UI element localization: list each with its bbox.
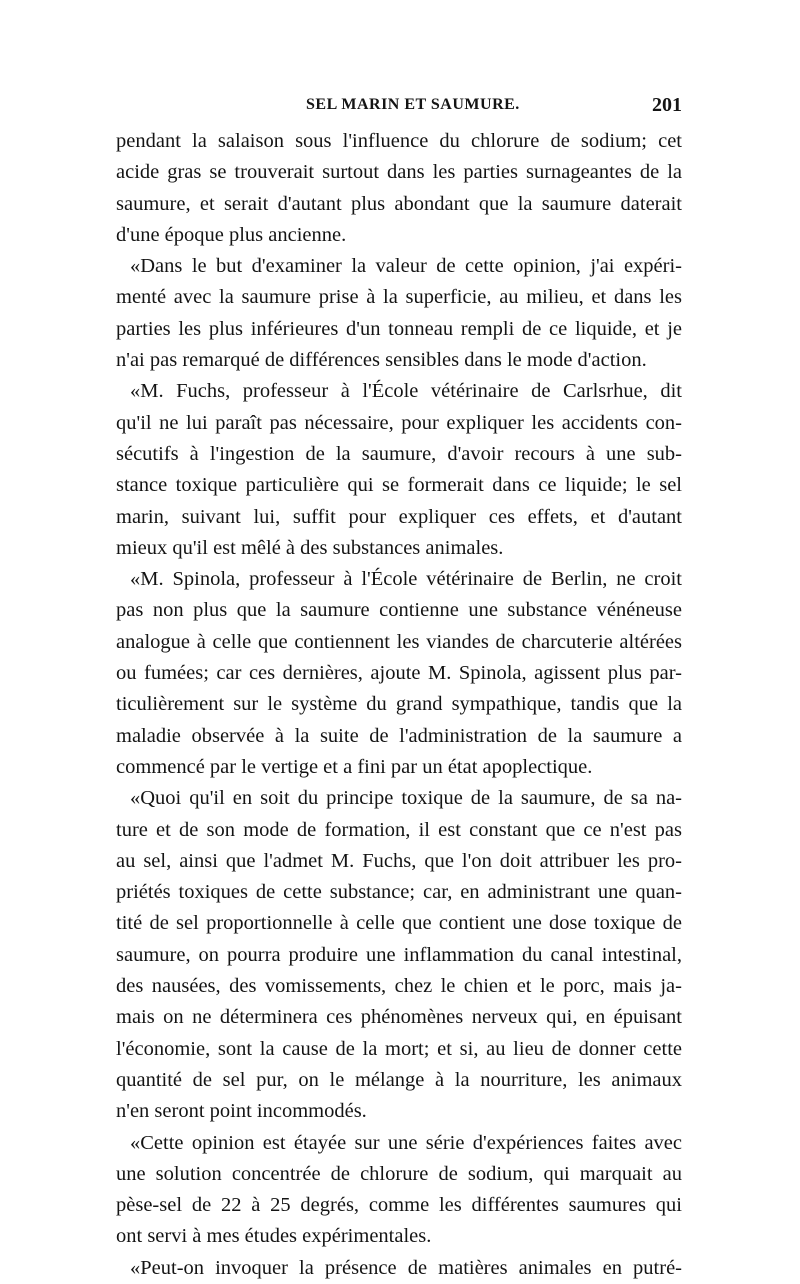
- text-line: analogue à celle que contiennent les viandes de charcuterie altérées: [116, 630, 682, 653]
- text-line: des nausées, des vomissements, chez le chien et le porc, mais ja-: [116, 975, 682, 998]
- text-line: mieux qu'il est mêlé à des substances animales.: [116, 536, 504, 559]
- text-line: ture et de son mode de formation, il est constant que ce n'est pas: [116, 818, 682, 841]
- text-line: qu'il ne lui paraît pas nécessaire, pour expliquer les accidents con-: [116, 411, 682, 434]
- text-line: ticulièrement sur le système du grand sympathique, tandis que la: [116, 693, 682, 716]
- text-line: «Dans le but d'examiner la valeur de cette opinion, j'ai expéri-: [130, 255, 682, 278]
- text-line: acide gras se trouverait surtout dans les parties surnageantes de la: [116, 161, 682, 184]
- text-line: mais on ne déterminera ces phénomènes nerveux qui, en épuisant: [116, 1006, 682, 1029]
- text-line: pèse-sel de 22 à 25 degrés, comme les différentes saumures qui: [116, 1194, 682, 1217]
- text-line: n'ai pas remarqué de différences sensibles dans le mode d'action.: [116, 349, 647, 372]
- running-title: SEL MARIN ET SAUMURE.: [306, 96, 520, 113]
- text-line: saumure, on pourra produire une inflammation du canal intestinal,: [116, 943, 682, 966]
- text-line: l'économie, sont la cause de la mort; et si, au lieu de donner cette: [116, 1037, 682, 1060]
- text-line: quantité de sel pur, on le mélange à la nourriture, les animaux: [116, 1068, 682, 1091]
- text-line: «M. Fuchs, professeur à l'École vétérinaire de Carlsrhue, dit: [130, 380, 682, 403]
- text-line: «Cette opinion est étayée sur une série d'expériences faites avec: [130, 1131, 682, 1154]
- text-line: pas non plus que la saumure contienne une substance vénéneuse: [116, 599, 682, 622]
- text-line: maladie observée à la suite de l'administration de la saumure a: [116, 724, 682, 747]
- text-line: menté avec la saumure prise à la superficie, au milieu, et dans les: [116, 286, 682, 309]
- text-line: ont servi à mes études expérimentales.: [116, 1225, 432, 1248]
- text-line: pendant la salaison sous l'influence du chlorure de sodium; cet: [116, 130, 682, 152]
- text-line: sécutifs à l'ingestion de la saumure, d'avoir recours à une sub-: [116, 442, 682, 465]
- text-line: parties les plus inférieures d'un tonneau rempli de ce liquide, et je: [116, 317, 682, 340]
- text-line: n'en seront point incommodés.: [116, 1100, 367, 1123]
- text-line: saumure, et serait d'autant plus abondant que la saumure daterait: [116, 192, 682, 215]
- page-header: [116, 96, 682, 122]
- text-line: ou fumées; car ces dernières, ajoute M. Spinola, agissent plus par-: [116, 662, 682, 685]
- text-line: commencé par le vertige et a fini par un état apoplectique.: [116, 755, 593, 778]
- text-line: priétés toxiques de cette substance; car, en administrant une quan-: [116, 881, 682, 904]
- text-line: «M. Spinola, professeur à l'École vétérinaire de Berlin, ne croit: [130, 568, 682, 591]
- text-line: «Peut-on invoquer la présence de matières animales en putré-: [130, 1256, 682, 1279]
- text-line: au sel, ainsi que l'admet M. Fuchs, que l'on doit attribuer les pro-: [116, 849, 682, 872]
- text-line: «Quoi qu'il en soit du principe toxique de la saumure, de sa na-: [130, 787, 682, 810]
- text-line: marin, suivant lui, suffit pour expliquer ces effets, et d'autant: [116, 505, 682, 528]
- page-number: 201: [652, 94, 682, 116]
- text-line: une solution concentrée de chlorure de sodium, qui marquait au: [116, 1162, 682, 1185]
- text-line: tité de sel proportionnelle à celle que contient une dose toxique de: [116, 912, 682, 935]
- body-text: [116, 126, 682, 1284]
- text-line: stance toxique particulière qui se formerait dans ce liquide; le sel: [116, 474, 682, 497]
- text-line: d'une époque plus ancienne.: [116, 223, 347, 246]
